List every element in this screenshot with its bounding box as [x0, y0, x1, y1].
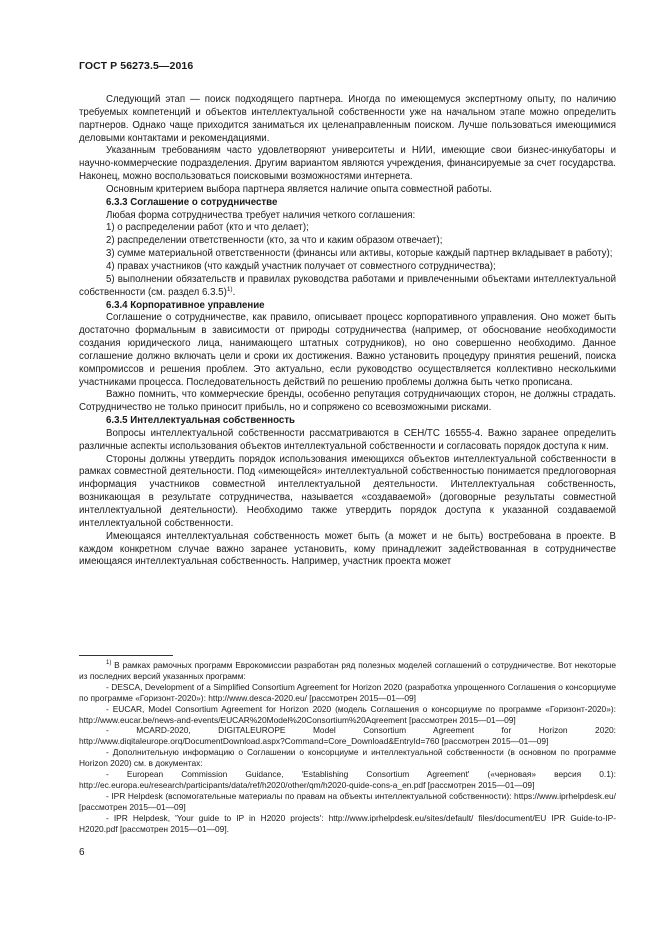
footnotes — [79, 660, 616, 835]
list-item — [79, 274, 616, 300]
page-number: 6 — [79, 847, 85, 858]
paragraph: Соглашение о сотрудничестве, как правило, описывает процесс корпоративного управления. Оно может быть достаточно формальным в зависимости от природы сотрудничества (например, от обоснование необходимости создания юридического лица, нанимающего штатных сотрудников), но оно совершенно необходимо. Данное соглашение должно включать цели и сроки их достижения. Важно установить процедуру принятия решений, поиска компромиссов и решения проблем. Это актуально, если руководство осуществляется коллективно несколькими участниками процесса. Последовательность действий по решению проблемы должна быть четко прописана. — [79, 312, 616, 388]
footnote-text: В рамках рамочных программ Еврокомиссии разработан ряд полезных моделей соглашений о сотрудничестве. Вот некоторые из последних версий указанных программ: — [79, 660, 616, 681]
list-item: 1) о распределении работ (кто и что делает); — [106, 222, 309, 234]
paragraph: Имеющаяся интеллектуальная собственность может быть (а может и не быть) востребована в проекте. В каждом конкретном случае важно заранее установить, кому принадлежит задействованная в сотрудничестве имеющаяся интеллектуальная собственность. Например, участник проекта может — [79, 530, 616, 568]
footnote — [79, 660, 616, 682]
footnote-item: - MCARD-2020, DIGITALEUROPE Model Consortium Agreement for Horizon 2020: http://www.diqitaleurope.orq/DocumentDownload.aspx?Command=Core_Download&EntryId=760 [рассмотрен 2015—01—09] — [79, 725, 616, 747]
paragraph: Любая форма сотрудничества требует наличия четкого соглашения: — [106, 209, 416, 221]
footnote-item: - European Commission Guidance, 'Establishing Consortium Agreement' («черновая» версия 0.1): http://ec.europa.eu/research/participants/data/ref/h2020/other/qm/h2020-quide-cons-a_en.pdf [рассмотрен 2015—01—09] — [79, 769, 616, 790]
section-heading-6-3-5: 6.3.5 Интеллектуальная собственность — [106, 415, 296, 427]
list-item: 3) сумме материальной ответственности (финансы или активы, которые каждый партнер вкладывает в работу); — [106, 248, 613, 260]
paragraph: Указанным требованиям часто удовлетворяют университеты и НИИ, имеющие свои бизнес-инкубаторы и научно-коммерческие подразделения. Другим вариантом являются учреждения, финансируемые за счет государства. Наконец, можно воспользоваться поисковыми возможностями интернета. — [79, 145, 616, 183]
list-item-end: . — [232, 286, 236, 298]
paragraph: Основным критерием выбора партнера является наличие опыта совместной работы. — [106, 183, 492, 195]
standard-header: ГОСТ Р 56273.5—2016 — [79, 60, 194, 72]
list-item-text: 5) выполнении обязательств и правилах руководства работами и привлеченными объектами интеллектуальной собственности (см. раздел 6.3.5) — [79, 273, 616, 298]
footnote-divider — [79, 655, 173, 656]
footnote-item: - DESCA, Development of a Simplified Consortium Agreement for Horizon 2020 (разработка упрощенного Соглашения о консорциуме по программе «Горизонт-2020»): http://www.desca-2020.eu/ [рассмотрен 2015—01—09] — [79, 681, 616, 703]
paragraph: Стороны должны утвердить порядок использования имеющихся объектов интеллектуальной собственности в рамках совместной деятельности. Под «имеющейся» интеллектуальной собственностью понимается предлоговорная информация участников совместной интеллектуальной деятельности. Интеллектуальная собственность, возникающая в результате сотрудничества, называется «создаваемой» (договорные результаты совместной интеллектуальной деятельности). Необходимо также утвердить порядок доступа к указанной создаваемой интеллектуальной собственности. — [79, 453, 616, 529]
paragraph: Вопросы интеллектуальной собственности рассматриваются в CEH/TC 16555-4. Важно заранее определить различные аспекты использования объектов интеллектуальной собственности и согласовать порядок доступа к ним. — [79, 427, 616, 452]
section-heading-6-3-3: 6.3.3 Соглашение о сотрудничестве — [106, 196, 278, 208]
footnote-item: - EUCAR, Model Consortium Agreement for Horizon 2020 (модель Соглашения о консорциуме по программе «Горизонт-2020»): http://www.eucar.be/news-and-events/EUCAR%20Model%20Consortium%20Aqreement [рассмотрен 2015—01—09] — [79, 703, 616, 725]
list-item: 4) правах участников (что каждый участник получает от совместного сотрудничества); — [106, 260, 496, 272]
footnote-item: - IPR Helpdesk, 'Your guide to IP in H2020 projects': http://www.iprhelpdesk.eu/sites/default/ files/document/EU IPR Guide-to-IP-H2020.pdf [рассмотрен 2015—01—09]. — [79, 812, 616, 834]
paragraph: Важно помнить, что коммерческие бренды, особенно репутация сотрудничающих сторон, не должны страдать. Сотрудничество не только приносит прибыль, но и сопряжено со всевозможными рисками. — [79, 389, 616, 414]
footnote-item: - IPR Helpdesk (вспомогательные материалы по правам на объекты интеллектуальной собственности): https://www.iprhelpdesk.eu/ [рассмотрен 2015—01—09] — [79, 790, 616, 812]
section-heading-6-3-4: 6.3.4 Корпоративное управление — [106, 299, 265, 311]
list-item: 2) распределении ответственности (кто, за что и каким образом отвечает); — [106, 235, 443, 247]
footnote-marker: 1) — [106, 660, 112, 667]
paragraph: Следующий этап — поиск подходящего партнера. Иногда по имеющемуся экспертному опыту, по наличию требуемых компетенций и объектов интеллектуальной собственности уже на начальном этапе можно определить партнеров. Однако чаще приходится заниматься их целенаправленным поиском. Лучше пользоваться имеющимися деловыми контактами и рекомендациями. — [79, 94, 616, 144]
footnote-ref: 1) — [226, 285, 233, 293]
main-text — [79, 94, 616, 569]
footnote-item: - Дополнительную информацию о Соглашении о консорциуме и интеллектуальной собственности (в основном по программе Horizon 2020) см. в документах: — [79, 747, 616, 769]
